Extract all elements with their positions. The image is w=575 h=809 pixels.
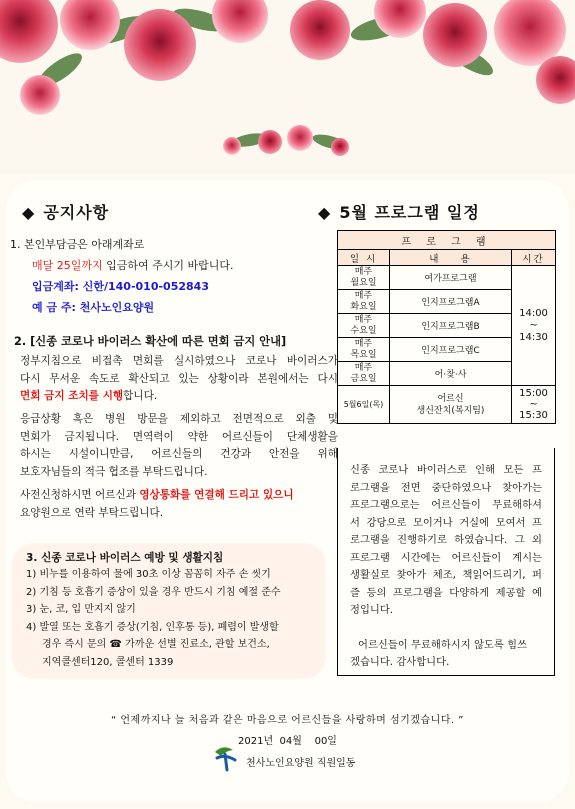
row-content: 어·찾·사: [390, 362, 512, 386]
special-content: 어르신 생신잔치(복지팀): [390, 386, 512, 424]
special-day: 5월6일(목): [338, 386, 390, 424]
desc-line: 생활실로 찾아가 체조, 책읽어드리기, 퍼: [350, 569, 542, 581]
notice-item2-body2: [20, 411, 338, 481]
row-content: 여가프로그램: [390, 266, 512, 290]
program-title: ◆ 5월 프로그램 일정: [318, 203, 480, 222]
footer-org: 천사노인요양원 직원일동: [246, 758, 356, 769]
diamond-icon: ◆: [22, 203, 36, 222]
row-day: 매주 금요일: [338, 362, 390, 386]
guideline-item: 3) 눈, 코, 입 만지지 않기: [26, 604, 136, 615]
notice-item2-body: [20, 353, 338, 406]
guideline-item: 4) 발열 또는 호흡기 증상(기침, 인후통 등), 폐렴이 발생할: [26, 621, 279, 633]
footer-date: [0, 732, 575, 747]
desc-line: 서 강당으로 모이거나 거실에 모여서 프: [350, 516, 542, 529]
account-holder: 예 금 주: 천사노인요양원: [32, 301, 155, 314]
desc-line: 겠습니다. 감사합니다.: [350, 656, 450, 668]
text-line: [20, 487, 338, 505]
col-header-time: 시간: [512, 250, 556, 266]
bank-account: 입금계좌: 신한/140-010-052843: [32, 280, 209, 293]
diamond-icon: ◆: [318, 203, 332, 222]
notice-item1-intro: 1. 본인부담금은 아래계좌로: [10, 238, 145, 251]
text-line: 하시는 시설이니만큼, 어르신들의 건강과 안전을 위해: [20, 448, 338, 460]
program-description: [337, 448, 555, 676]
footer-quote: “ 언제까지나 늘 처음과 같은 마음으로 어르신들을 사랑하며 섬기겠습니다. ”: [111, 715, 464, 726]
row-content: 인지프로그램A: [390, 290, 512, 314]
notice-item2-title: 2. [신종 코로나 바이러스 확산에 따른 면회 금지 안내]: [14, 335, 287, 348]
notice-item2-body3: [20, 487, 338, 522]
text-line: 요양원으로 연락 부탁드립니다.: [20, 506, 164, 519]
row-day: 매주 수요일: [338, 314, 390, 338]
guideline-item: 경우 즉시 문의 ☎ 가까운 선별 진료소, 관할 보건소,: [42, 639, 270, 650]
desc-line: 로그램을 진행하기로 하였습니다. 그 외: [350, 534, 542, 546]
text-line: 다시 무서운 속도로 확산되고 있는 상황이라 본원에서는 다시: [20, 372, 338, 385]
desc-line: 로그램을 전면 중단하였으나 찾아가는: [350, 481, 542, 494]
visit-ban-emphasis: 면회 금지 조치를 시행: [20, 390, 124, 402]
notice-item1-deadline-line: [32, 257, 234, 273]
text-line: 정부지침으로 비접촉 면회를 실시하였으나 코로나 바이러스가: [20, 355, 338, 367]
col-header-content: 내 용: [390, 250, 512, 266]
desc-line: 즐 등의 프로그램을 다양하게 제공할 예: [350, 586, 542, 599]
table-title: 프 로 그 램: [338, 231, 556, 250]
row-day: 매주 월요일: [338, 266, 390, 290]
row-content: 인지프로그램B: [390, 314, 512, 338]
row-content: 인지프로그램C: [390, 338, 512, 362]
facility-logo-icon: [211, 742, 241, 772]
program-table: [337, 230, 556, 424]
desc-line: 정입니다.: [350, 604, 394, 616]
special-time: 15:00 ~ 15:30: [512, 386, 556, 424]
text-line: 응급상황 혹은 병원 방문을 제외하고 전면적으로 외출 및: [20, 413, 338, 425]
row-day: 매주 화요일: [338, 290, 390, 314]
notice-title: ◆ 공지사항: [22, 203, 110, 222]
guideline-item: 지역콜센터120, 콜센터 1339: [42, 656, 174, 668]
deadline-text: 매달 25일까지: [32, 259, 103, 272]
deadline-rest: 입금하여 주시기 바랍니다.: [102, 259, 234, 272]
date-text: 2021년 04월 00일: [238, 736, 337, 747]
desc-line: 프로그램 시간에는 어르신들이 계시는: [350, 551, 542, 564]
guideline-item: 1) 비누를 이용하여 물에 30초 이상 꼼꼼히 자주 손 씻기: [26, 569, 271, 580]
text-line: 보호자님들의 적극 협조를 부탁드립니다.: [20, 465, 208, 478]
desc-line: 신종 코로나 바이러스로 인해 모든 프: [350, 464, 542, 476]
guidelines-title: 3. 신종 코로나 바이러스 예방 및 생활지침: [26, 552, 224, 564]
desc-line: 프로그램으로는 어르신들이 무료해하셔: [350, 499, 542, 511]
text-fragment: 사전신청하시면 어르신과: [20, 489, 140, 501]
col-header-date: 일 시: [338, 250, 390, 266]
row-day: 매주 목요일: [338, 338, 390, 362]
text-line: 면회가 금지됩니다. 면역력이 약한 어르신들이 단체생활을: [20, 430, 338, 443]
guidelines-list: [26, 566, 281, 671]
text-fragment: 합니다.: [123, 390, 158, 402]
text-line: [20, 388, 338, 406]
desc-line: 어르신들이 무료해하시지 않도록 힘쓰: [358, 638, 527, 651]
row-time: 14:00 ~ 14:30: [512, 266, 556, 386]
video-call-emphasis: 영상통화를 연결해 드리고 있으니: [139, 489, 294, 501]
guideline-item: 2) 기침 등 호흡기 증상이 있을 경우 반드시 기침 예절 준수: [26, 586, 281, 598]
rose-banner: [0, 0, 575, 175]
